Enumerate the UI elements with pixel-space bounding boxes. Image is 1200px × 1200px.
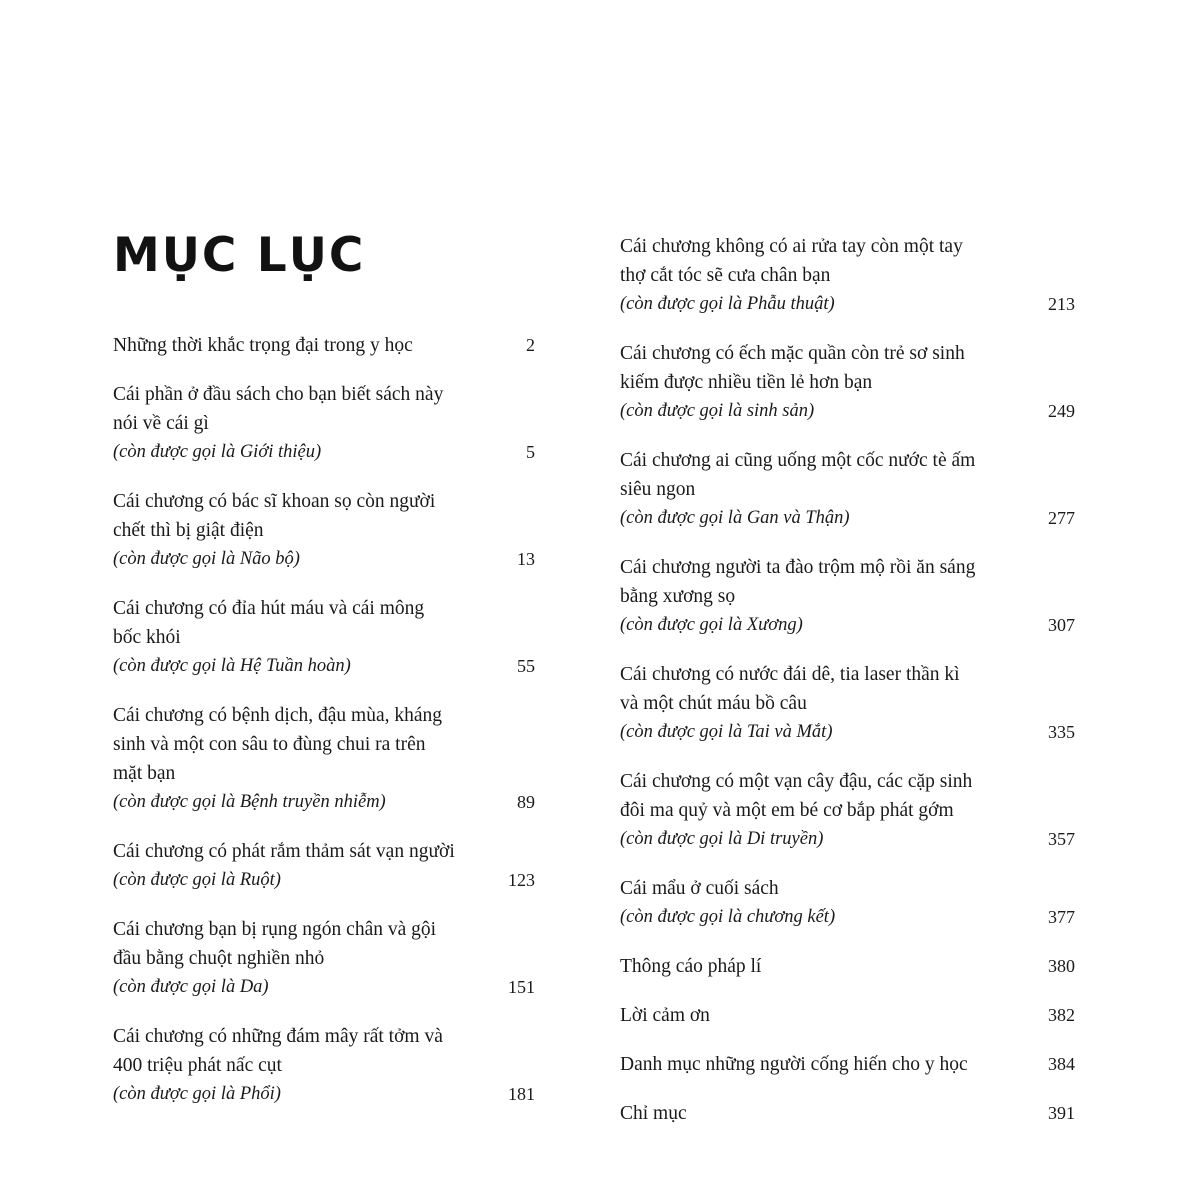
toc-entry-title-line <box>113 516 545 545</box>
toc-entry-title-line <box>620 232 1075 261</box>
toc-entry-title-line <box>113 594 545 623</box>
toc-entry-text: Cái chương có phát rắm thảm sát vạn người <box>113 841 455 862</box>
toc-page-number: 181 <box>508 1084 535 1104</box>
toc-entry-alias <box>113 1080 545 1109</box>
toc-entry[interactable] <box>113 915 545 1002</box>
toc-entry[interactable] <box>620 1099 1075 1128</box>
toc-entry[interactable] <box>620 446 1075 533</box>
toc-entry-text: (còn được gọi là chương kết) <box>620 907 836 927</box>
toc-entry-text: Cái mẩu ở cuối sách <box>620 878 779 899</box>
toc-entry[interactable] <box>620 1001 1075 1030</box>
toc-entry-text: nói về cái gì <box>113 413 209 434</box>
toc-entry[interactable] <box>113 487 545 574</box>
toc-entry-title-line <box>620 475 1075 504</box>
toc-entry-title-line <box>113 331 545 360</box>
toc-entry-alias <box>620 504 1075 533</box>
toc-entry-text: (còn được gọi là Phẫu thuật) <box>620 294 835 314</box>
toc-entry-text: Cái chương người ta đào trộm mộ rồi ăn sáng <box>620 557 976 578</box>
toc-page-number: 384 <box>1048 1054 1075 1074</box>
toc-entry-text: đầu bằng chuột nghiền nhỏ <box>113 948 325 969</box>
toc-entry-text: Cái chương có bệnh dịch, đậu mùa, kháng <box>113 705 443 726</box>
toc-entry[interactable] <box>620 767 1075 854</box>
page-title: MỤC LỤC <box>113 228 366 283</box>
toc-entry-title-line <box>113 623 545 652</box>
toc-entry-text: đôi ma quỷ và một em bé cơ bắp phát gớm <box>620 800 954 821</box>
toc-page-number: 335 <box>1048 722 1075 742</box>
toc-entry-text: (còn được gọi là Ruột) <box>113 870 281 890</box>
toc-entry-alias <box>620 611 1075 640</box>
toc-entry-title-line <box>620 446 1075 475</box>
toc-entry[interactable] <box>620 952 1075 981</box>
toc-page-number: 89 <box>517 792 535 812</box>
toc-entry-alias <box>113 788 545 817</box>
toc-entry-text: (còn được gọi là Gan và Thận) <box>620 508 850 528</box>
toc-page-number: 391 <box>1048 1103 1075 1123</box>
toc-entry-text: (còn được gọi là Não bộ) <box>113 549 300 569</box>
toc-right-column <box>545 232 1075 1148</box>
toc-entry-text: 400 triệu phát nấc cụt <box>113 1055 282 1076</box>
toc-entry-text: bằng xương sọ <box>620 586 736 607</box>
toc-entry-text: mặt bạn <box>113 763 176 784</box>
toc-entry-title-line <box>113 487 545 516</box>
toc-entry-alias <box>620 825 1075 854</box>
toc-entry-title-line <box>113 837 545 866</box>
toc-entry-text: Cái chương không có ai rửa tay còn một tay <box>620 236 963 257</box>
toc-page-number: 377 <box>1048 907 1075 927</box>
toc-entry-alias <box>113 545 545 574</box>
toc-entry-text: (còn được gọi là Bệnh truyền nhiễm) <box>113 792 386 812</box>
toc-entry-title-line <box>620 1050 1075 1079</box>
toc-columns <box>0 228 1200 1148</box>
toc-entry-alias <box>620 397 1075 426</box>
toc-entry-title-line <box>620 874 1075 903</box>
toc-entry-text: chết thì bị giật điện <box>113 520 264 541</box>
toc-entry-alias <box>113 866 545 895</box>
toc-entry-text: Cái chương có một vạn cây đậu, các cặp sinh <box>620 771 973 792</box>
toc-entry[interactable] <box>620 553 1075 640</box>
toc-entry[interactable] <box>113 380 545 467</box>
toc-page-number: 249 <box>1048 401 1075 421</box>
toc-entry-title-line <box>620 1001 1075 1030</box>
toc-entry-title-line <box>113 1051 545 1080</box>
toc-entry-text: kiếm được nhiều tiền lẻ hơn bạn <box>620 372 873 393</box>
toc-entry-text: Thông cáo pháp lí <box>620 956 762 977</box>
toc-entry-text: (còn được gọi là Xương) <box>620 615 803 635</box>
toc-entry-alias <box>620 903 1075 932</box>
toc-entry-alias <box>113 652 545 681</box>
toc-entry[interactable] <box>620 339 1075 426</box>
toc-entry-text: (còn được gọi là Giới thiệu) <box>113 442 322 462</box>
toc-entry-text: Những thời khắc trọng đại trong y học <box>113 335 413 356</box>
toc-page-number: 380 <box>1048 956 1075 976</box>
toc-entry-title-line <box>620 261 1075 290</box>
toc-left-entries <box>113 331 545 1109</box>
toc-entry[interactable] <box>620 232 1075 319</box>
toc-entry-alias <box>113 973 545 1002</box>
toc-entry-text: Cái chương có đỉa hút máu và cái mông <box>113 598 425 619</box>
toc-page-number: 55 <box>517 656 535 676</box>
toc-entry-text: Chỉ mục <box>620 1103 687 1124</box>
toc-entry-title-line <box>620 1099 1075 1128</box>
toc-entry-text: thợ cắt tóc sẽ cưa chân bạn <box>620 265 831 286</box>
toc-page-number: 123 <box>508 870 535 890</box>
toc-entry[interactable] <box>620 874 1075 932</box>
toc-entry-alias <box>113 438 545 467</box>
toc-entry-text: và một chút máu bồ câu <box>620 693 807 714</box>
toc-entry[interactable] <box>113 837 545 895</box>
toc-entry-title-line <box>620 689 1075 718</box>
toc-entry-text: Lời cảm ơn <box>620 1005 710 1026</box>
toc-entry-title-line <box>620 339 1075 368</box>
toc-entry-title-line <box>113 409 545 438</box>
toc-entry-title-line <box>113 730 545 759</box>
toc-entry-text: Danh mục những người cống hiến cho y học <box>620 1054 968 1075</box>
toc-entry[interactable] <box>113 594 545 681</box>
toc-entry-title-line <box>620 582 1075 611</box>
toc-entry-text: Cái chương có bác sĩ khoan sọ còn người <box>113 491 436 512</box>
toc-entry-text: Cái chương có nước đái dê, tia laser thần kì <box>620 664 960 685</box>
toc-page-number: 13 <box>517 549 535 569</box>
toc-entry-text: Cái phần ở đầu sách cho bạn biết sách này <box>113 384 444 405</box>
toc-entry-title-line <box>620 368 1075 397</box>
toc-entry-title-line <box>620 660 1075 689</box>
toc-entry-text: sinh và một con sâu to đùng chui ra trên <box>113 734 426 755</box>
toc-entry-title-line <box>620 952 1075 981</box>
toc-entry-text: (còn được gọi là Di truyền) <box>620 829 824 849</box>
toc-entry-text: (còn được gọi là Tai và Mắt) <box>620 722 833 742</box>
toc-entry[interactable] <box>620 1050 1075 1079</box>
toc-entry-text: siêu ngon <box>620 479 696 500</box>
toc-entry-text: Cái chương ai cũng uống một cốc nước tè ấm <box>620 450 976 471</box>
toc-entry-title-line <box>113 701 545 730</box>
toc-entry-text: (còn được gọi là Da) <box>113 977 269 997</box>
toc-entry-title-line <box>620 553 1075 582</box>
toc-left-column <box>0 228 545 1129</box>
toc-entry[interactable] <box>113 701 545 817</box>
toc-page-number: 277 <box>1048 508 1075 528</box>
toc-entry-text: Cái chương có ếch mặc quần còn trẻ sơ sinh <box>620 343 965 364</box>
toc-entry[interactable] <box>620 660 1075 747</box>
toc-page-number: 151 <box>508 977 535 997</box>
toc-entry-title-line <box>113 1022 545 1051</box>
toc-page-number: 307 <box>1048 615 1075 635</box>
toc-page-number: 5 <box>526 442 535 462</box>
toc-entry-title-line <box>620 796 1075 825</box>
toc-entry-title-line <box>113 944 545 973</box>
toc-entry-text: Cái chương có những đám mây rất tởm và <box>113 1026 443 1047</box>
toc-entry-title-line <box>113 915 545 944</box>
toc-entry-text: Cái chương bạn bị rụng ngón chân và gội <box>113 919 437 940</box>
toc-entry-text: (còn được gọi là Phổi) <box>113 1084 281 1104</box>
toc-entry-alias <box>620 290 1075 319</box>
toc-page-number: 213 <box>1048 294 1075 314</box>
toc-entry-text: bốc khói <box>113 627 181 648</box>
toc-entry-title-line <box>620 767 1075 796</box>
toc-entry-title-line <box>113 759 545 788</box>
toc-page-number: 2 <box>526 335 535 355</box>
toc-entry-alias <box>620 718 1075 747</box>
toc-page-number: 357 <box>1048 829 1075 849</box>
toc-entry[interactable] <box>113 331 545 360</box>
toc-entry-text: (còn được gọi là sinh sản) <box>620 401 815 421</box>
toc-page-number: 382 <box>1048 1005 1075 1025</box>
toc-entry-title-line <box>113 380 545 409</box>
toc-entry[interactable] <box>113 1022 545 1109</box>
toc-right-entries <box>620 232 1075 1128</box>
toc-entry-text: (còn được gọi là Hệ Tuần hoàn) <box>113 656 351 676</box>
